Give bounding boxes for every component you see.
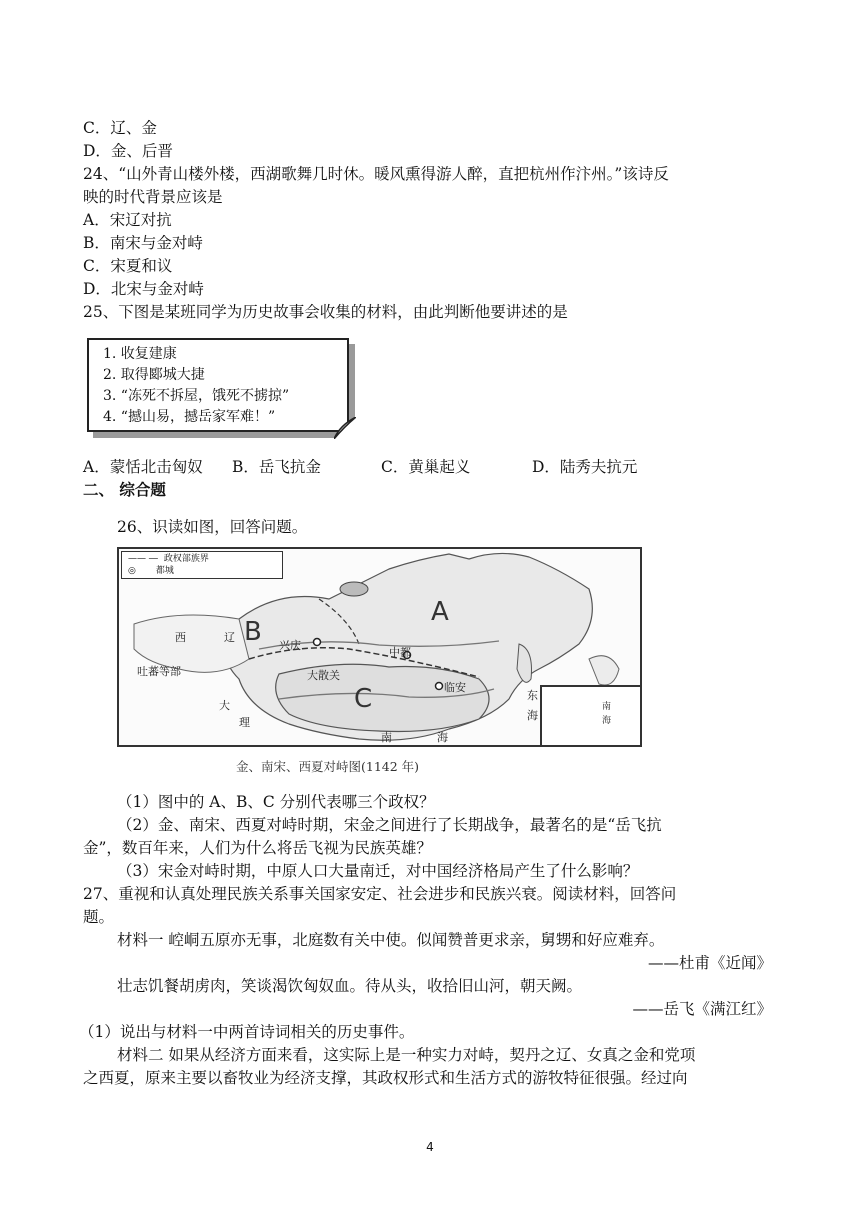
map-label: 临安 xyxy=(444,681,466,694)
map-label: 海 xyxy=(437,731,448,744)
inset-label: 南 xyxy=(602,702,612,712)
map-label: 大 xyxy=(219,699,230,712)
option-c: C．宋夏和议 xyxy=(83,257,173,275)
question-24-line-1: 24、“山外青山楼外楼，西湖歌舞几时休。暖风熏得游人醉，直把杭州作汴州。”该诗反 xyxy=(83,165,669,183)
material-2-line-1: 材料二 如果从经济方面来看，这实际上是一种实力对峙，契丹之辽、女真之金和党项 xyxy=(117,1046,696,1064)
map-label: 吐蕃等部 xyxy=(137,665,181,678)
map-inset xyxy=(540,685,640,745)
option-line: D．金、后晋 xyxy=(83,142,173,160)
option-d: D．北宋与金对峙 xyxy=(83,280,204,298)
material-card xyxy=(87,338,355,438)
card-item: 1. 收复建康 xyxy=(103,346,177,362)
material-1b: 壮志饥餐胡虏肉，笑谈渴饮匈奴血。待从头，收拾旧山河，朝天阙。 xyxy=(117,977,583,995)
region-a-label: A xyxy=(431,597,449,627)
region-b-label: B xyxy=(244,617,262,647)
page-curl-icon xyxy=(334,417,356,439)
region-c-label: C xyxy=(354,684,373,714)
question-25: 25、下图是某班同学为历史故事会收集的材料，由此判断他要讲述的是 xyxy=(83,303,568,321)
map-label: 理 xyxy=(239,716,250,729)
q26-sub-2-line-2: 金”，数百年来，人们为什么将岳飞视为民族英雄？ xyxy=(83,839,432,857)
card-body xyxy=(87,338,349,432)
map-label: 南 xyxy=(381,731,392,744)
q27-sub-1: （1）说出与材料一中两首诗词相关的历史事件。 xyxy=(79,1023,415,1041)
card-item: 4. “撼山易，撼岳家军难！” xyxy=(103,409,276,425)
inset-label: 海 xyxy=(602,716,612,726)
card-item: 2. 取得郾城大捷 xyxy=(103,367,205,383)
legend-capital: ◎ 都城 xyxy=(128,566,174,576)
option-line: C．辽、金 xyxy=(83,119,157,137)
question-26: 26、识读如图，回答问题。 xyxy=(117,518,308,536)
option-c: C．黄巢起义 xyxy=(381,458,471,476)
q26-sub-1: （1）图中的 A、B、C 分别代表哪三个政权？ xyxy=(117,793,435,811)
option-a: A．宋辽对抗 xyxy=(83,211,172,229)
section-heading: 二、 综合题 xyxy=(83,480,166,499)
material-2-line-2: 之西夏，原来主要以畜牧业为经济支撑，其政权形式和生活方式的游牧特征很强。经过向 xyxy=(83,1069,688,1087)
option-b: B．南宋与金对峙 xyxy=(83,234,203,252)
historical-map xyxy=(117,547,642,747)
map-label: 兴庆 xyxy=(279,639,301,652)
map-caption: 金、南宋、西夏对峙图(1142 年) xyxy=(236,759,420,774)
question-24-line-2: 映的时代背景应该是 xyxy=(83,188,223,206)
map-label: 东 xyxy=(527,689,538,702)
option-a: A．蒙恬北击匈奴 xyxy=(83,458,203,476)
map-legend xyxy=(121,551,283,579)
material-1: 材料一 崆峒五原亦无事，北庭数有关中使。似闻赞普更求亲，舅甥和好应难弃。 xyxy=(117,931,665,949)
option-b: B．岳飞抗金 xyxy=(232,458,321,476)
q26-sub-2-line-1: （2）金、南宋、西夏对峙时期，宋金之间进行了长期战争，最著名的是“岳飞抗 xyxy=(117,816,662,834)
map-label: 辽 xyxy=(224,631,235,644)
map-label: 海 xyxy=(527,709,538,722)
card-item: 3. “冻死不拆屋，饿死不掳掠” xyxy=(103,388,290,404)
question-27-line-1: 27、重视和认真处理民族关系事关国家安定、社会进步和民族兴衰。阅读材料，回答问 xyxy=(83,885,677,903)
q26-sub-3: （3）宋金对峙时期，中原人口大量南迁，对中国经济格局产生了什么影响？ xyxy=(117,862,639,880)
question-27-line-2: 题。 xyxy=(83,908,115,926)
page-number: 4 xyxy=(426,1140,434,1154)
material-1-source: ——杜甫《近闻》 xyxy=(647,954,772,972)
material-1b-source: ——岳飞《满江红》 xyxy=(632,1000,772,1018)
map-label: 大散关 xyxy=(307,669,340,682)
map-label: 西 xyxy=(175,631,186,644)
option-d: D．陆秀夫抗元 xyxy=(532,458,638,476)
map-label: 中都 xyxy=(389,646,411,659)
legend-boundary: —— ― 政权部族界 xyxy=(128,554,209,564)
